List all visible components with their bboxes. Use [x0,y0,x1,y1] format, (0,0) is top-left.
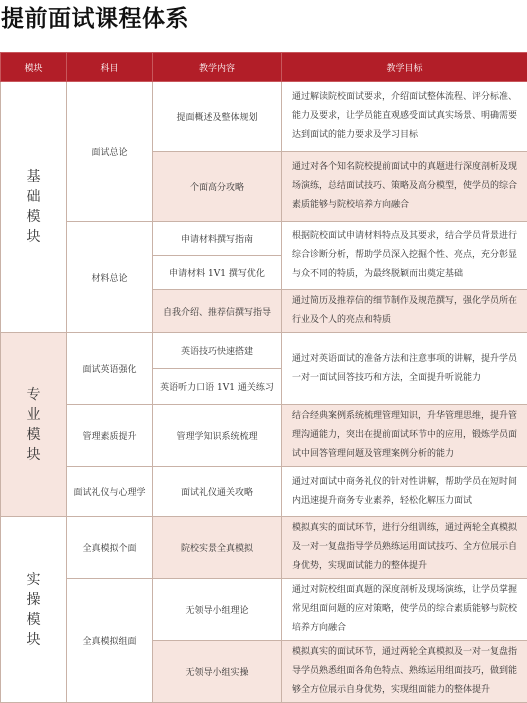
page-title: 提前面试课程体系 [1,1,189,37]
header-subject: 科目 [67,53,153,82]
content-cell: 院校实景全真模拟 [153,517,282,579]
subject-cell: 面试英语强化 [67,333,153,405]
goal-cell: 通过对英语面试的准备方法和注意事项的讲解，提升学员一对一面试回答技巧和方法，全面提升听说能力 [282,333,527,405]
content-cell: 英语技巧快速搭建 [153,333,282,369]
module-cell-practice: 实操模块 [1,517,67,703]
module-cell-professional: 专业模块 [1,333,67,517]
table-row [1,467,527,517]
goal-cell: 根据院校面试申请材料特点及其要求，结合学员背景进行综合诊断分析，帮助学员深入挖掘个性、亮点，充分彰显与众不同的特质，为最终脱颖而出奠定基础 [282,222,527,290]
header-module: 模块 [1,53,67,82]
subject-cell: 面试总论 [67,82,153,222]
module-cell-basic: 基础模块 [1,82,67,333]
goal-cell: 通过对各个知名院校提前面试中的真题进行深度剖析及现场演练，总结面试技巧、策略及高分模型，使学员的综合素质能够与院校培养方向融合 [282,152,527,222]
subject-cell: 材料总论 [67,222,153,333]
table-row [1,82,527,152]
goal-cell: 通过对面试中商务礼仪的针对性讲解，帮助学员在短时间内迅速提升商务专业素养，轻松化解压力面试 [282,467,527,517]
table-header-row [1,53,527,82]
goal-cell: 模拟真实的面试环节，进行分组训练，通过两轮全真模拟及一对一复盘指导学员熟练运用面试技巧、全方位展示自身优势，实现面试能力的整体提升 [282,517,527,579]
subject-cell: 面试礼仪与心理学 [67,467,153,517]
curriculum-table [0,52,527,703]
content-cell: 申请材料 1V1 撰写优化 [153,256,282,290]
subject-cell: 全真模拟组面 [67,579,153,703]
content-cell: 申请材料撰写指南 [153,222,282,256]
goal-cell: 通过解读院校面试要求，介绍面试整体流程、评分标准、能力及要求，让学员能直观感受面试真实场景、明确需要达到面试的能力要求及学习目标 [282,82,527,152]
content-cell: 面试礼仪通关攻略 [153,467,282,517]
subject-cell: 管理素质提升 [67,405,153,467]
table-row [1,579,527,641]
content-cell: 个面高分攻略 [153,152,282,222]
header-content: 教学内容 [153,53,282,82]
content-cell: 管理学知识系统梳理 [153,405,282,467]
content-cell: 英语听力口语 1V1 通关练习 [153,369,282,405]
content-cell: 无领导小组理论 [153,579,282,641]
header-goal: 教学目标 [282,53,527,82]
content-cell: 自我介绍、推荐信撰写指导 [153,290,282,333]
goal-cell: 通过对院校组面真题的深度剖析及现场演练，让学员掌握常见组面问题的应对策略，使学员的综合素质能够与院校培养方向融合 [282,579,527,641]
goal-cell: 结合经典案例系统梳理管理知识，升华管理思维，提升管理沟通能力，突出在提前面试环节中的应用，锻炼学员面试中回答管理问题及管理案例分析的能力 [282,405,527,467]
table-row [1,222,527,256]
table-row [1,333,527,369]
table-row [1,517,527,579]
goal-cell: 通过简历及推荐信的细节制作及规范撰写，强化学员所在行业及个人的亮点和特质 [282,290,527,333]
goal-cell: 模拟真实的面试环节，通过两轮全真模拟及一对一复盘指导学员熟悉组面各角色特点、熟练运用组面技巧，做到能够全方位展示自身优势，实现组面能力的整体提升 [282,641,527,703]
content-cell: 无领导小组实操 [153,641,282,703]
table-row [1,405,527,467]
content-cell: 提面概述及整体规划 [153,82,282,152]
subject-cell: 全真模拟个面 [67,517,153,579]
